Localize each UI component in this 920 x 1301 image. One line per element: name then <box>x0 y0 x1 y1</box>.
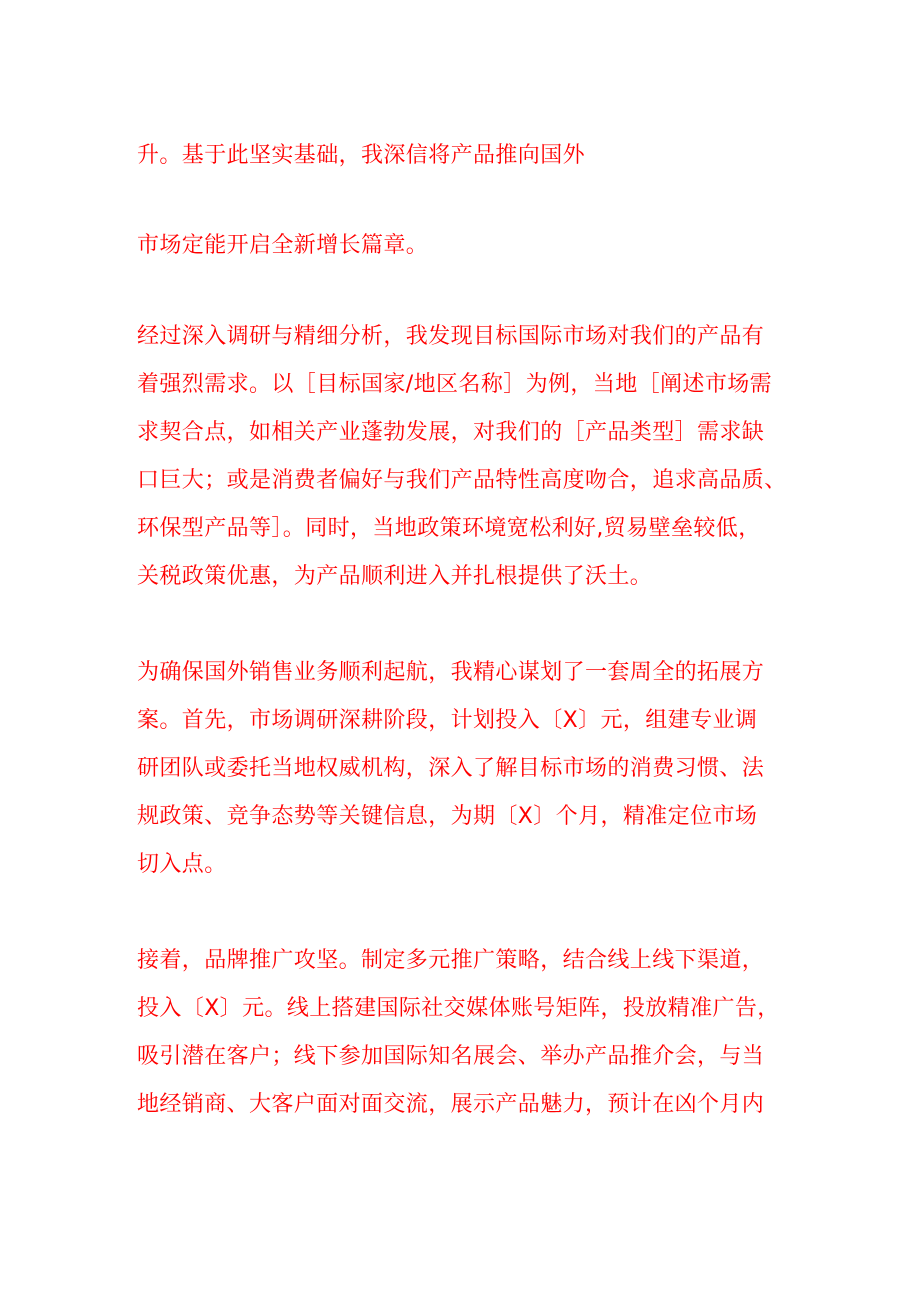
text-line: 接着，品牌推广攻坚。制定多元推广策略，结合线上线下渠道， <box>137 948 765 973</box>
text-line: 案。首先，市场调研深耕阶段，计划投入〔X〕元，组建专业调 <box>137 708 758 733</box>
text-line: 升。基于此坚实基础，我深信将产品推向国外 <box>137 143 586 168</box>
text-line: 着强烈需求。以［目标国家/地区名称］为例，当地［阐述市场需 <box>137 372 773 397</box>
text-line: 地经销商、大客户面对面交流，展示产品魅力，预计在凶个月内 <box>137 1092 765 1117</box>
text-line: 口巨大；或是消费者偏好与我们产品特性高度吻合，追求高品质、 <box>137 468 787 493</box>
text-line: 市场定能开启全新增长篇章。 <box>137 233 429 258</box>
text-line: 关税政策优惠，为产品顺利进入并扎根提供了沃土。 <box>137 564 653 589</box>
text-line: 经过深入调研与精细分析，我发现目标国际市场对我们的产品有 <box>137 324 765 349</box>
text-line: 求契合点，如相关产业蓬勃发展，对我们的［产品类型］需求缺 <box>137 420 765 445</box>
text-line: 切入点。 <box>137 852 227 877</box>
text-line: 规政策、竞争态势等关键信息，为期〔X〕个月，精准定位市场 <box>137 804 758 829</box>
text-line: 环保型产品等］。同时，当地政策环境宽松利好,贸易壁垒较低， <box>137 516 761 541</box>
text-line: 投入〔X〕元。线上搭建国际社交媒体账号矩阵，投放精准广告， <box>137 996 780 1021</box>
text-line: 研团队或委托当地权威机构，深入了解目标市场的消费习惯、法 <box>137 756 765 781</box>
text-line: 吸引潜在客户；线下参加国际知名展会、举办产品推介会，与当 <box>137 1044 765 1069</box>
text-line: 为确保国外销售业务顺利起航，我精心谋划了一套周全的拓展方 <box>137 660 765 685</box>
